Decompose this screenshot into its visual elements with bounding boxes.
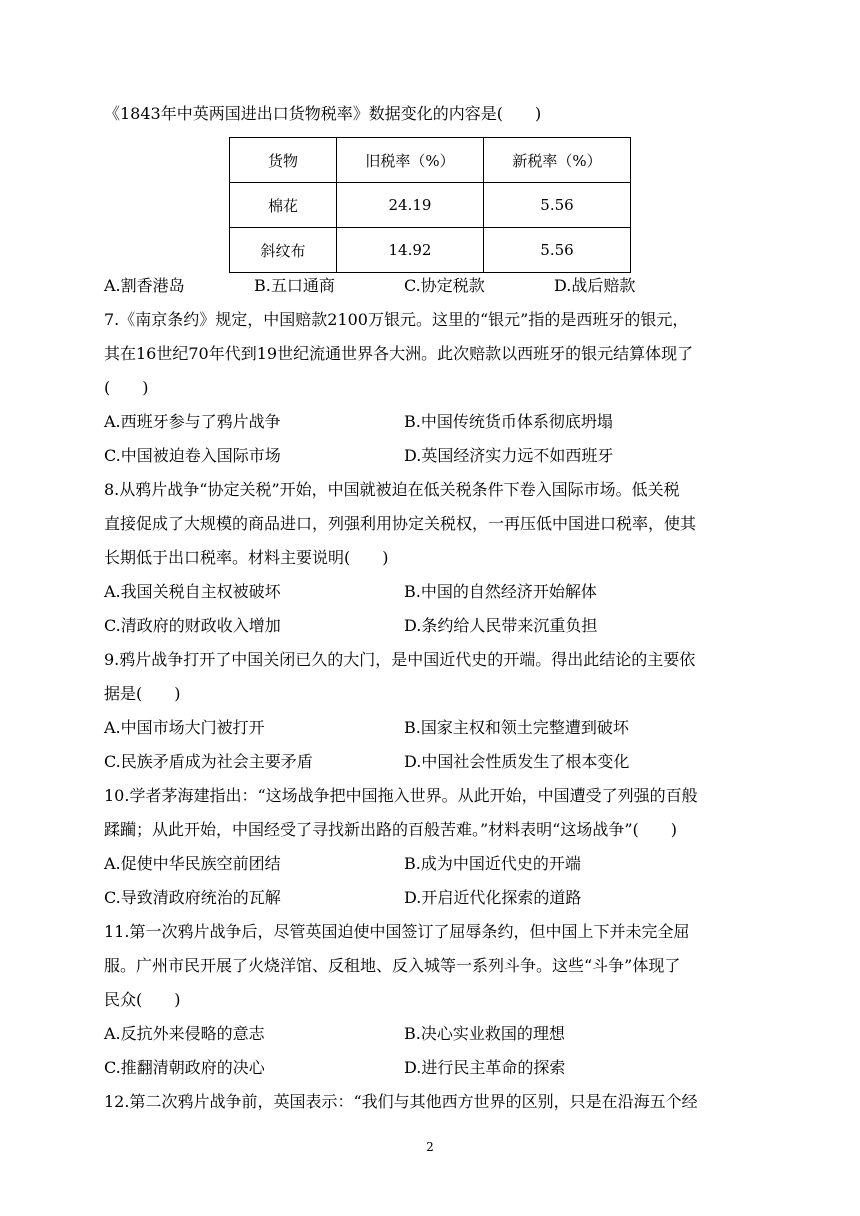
- table-cell: 5.56: [484, 228, 631, 273]
- q7-option-c: C.中国被迫卷入国际市场: [104, 446, 281, 465]
- q11-stem-line: 11.第一次鸦片战争后，尽管英国迫使中国签订了屈辱条约，但中国上下并未完全屈: [104, 922, 690, 941]
- q8-option-b: B.中国的自然经济开始解体: [404, 582, 597, 601]
- table-cell: 14.92: [337, 228, 484, 273]
- q9-option-c: C.民族矛盾成为社会主要矛盾: [104, 752, 313, 771]
- q8-stem-line: 长期低于出口税率。材料主要说明( ): [104, 548, 389, 567]
- q8-option-a: A.我国关税自主权被破坏: [104, 582, 281, 601]
- q6-option-c: C.协定税款: [404, 276, 485, 295]
- table-row: [230, 183, 631, 228]
- q11-option-b: B.决心实业救国的理想: [404, 1024, 565, 1043]
- table-header-goods: 货物: [230, 138, 337, 183]
- table-cell: 24.19: [337, 183, 484, 228]
- q10-option-a: A.促使中华民族空前团结: [104, 854, 281, 873]
- q9-option-d: D.中国社会性质发生了根本变化: [404, 752, 630, 771]
- q8-option-c: C.清政府的财政收入增加: [104, 616, 281, 635]
- q8-stem-line: 直接促成了大规模的商品进口，列强利用协定关税权，一再压低中国进口税率，使其: [104, 514, 697, 533]
- q7-option-a: A.西班牙参与了鸦片战争: [104, 412, 281, 431]
- table-cell: 斜纹布: [230, 228, 337, 273]
- q6-stem: 《1843年中英两国进出口货物税率》数据变化的内容是( ): [104, 104, 542, 123]
- table-cell: 棉花: [230, 183, 337, 228]
- q9-option-b: B.国家主权和领土完整遭到破坏: [404, 718, 629, 737]
- table-row: [230, 228, 631, 273]
- q10-option-c: C.导致清政府统治的瓦解: [104, 888, 281, 907]
- q11-option-a: A.反抗外来侵略的意志: [104, 1024, 265, 1043]
- q11-option-c: C.推翻清朝政府的决心: [104, 1058, 265, 1077]
- page-number: 2: [426, 1140, 434, 1154]
- q12-stem-line: 12.第二次鸦片战争前，英国表示：“我们与其他西方世界的区别，只是在沿海五个经: [104, 1092, 698, 1111]
- q10-option-b: B.成为中国近代史的开端: [404, 854, 581, 873]
- q10-option-d: D.开启近代化探索的道路: [404, 888, 582, 907]
- q8-stem-line: 8.从鸦片战争“协定关税”开始，中国就被迫在低关税条件下卷入国际市场。低关税: [104, 480, 680, 499]
- q11-option-d: D.进行民主革命的探索: [404, 1058, 566, 1077]
- q10-stem-line: 蹂躏；从此开始，中国经受了寻找新出路的百般苦难。”材料表明“这场战争”( ): [104, 820, 678, 839]
- q6-option-b: B.五口通商: [254, 276, 335, 295]
- table-header-old-rate: 旧税率（%）: [337, 138, 484, 183]
- q11-stem-line: 民众( ): [104, 990, 181, 1009]
- q11-stem-line: 服。广州市民开展了火烧洋馆、反租地、反入城等一系列斗争。这些“斗争”体现了: [104, 956, 681, 975]
- q6-option-a: A.割香港岛: [104, 276, 185, 295]
- q9-option-a: A.中国市场大门被打开: [104, 718, 265, 737]
- tariff-table: [229, 137, 631, 273]
- q7-stem-line: 7.《南京条约》规定，中国赔款2100万银元。这里的“银元”指的是西班牙的银元，: [104, 310, 689, 329]
- table-header-row: [230, 138, 631, 183]
- q9-stem-line: 9.鸦片战争打开了中国关闭已久的大门，是中国近代史的开端。得出此结论的主要依: [104, 650, 696, 669]
- q7-option-b: B.中国传统货币体系彻底坍塌: [404, 412, 613, 431]
- table-header-new-rate: 新税率（%）: [484, 138, 631, 183]
- q6-option-d: D.战后赔款: [554, 276, 636, 295]
- q10-stem-line: 10.学者茅海建指出：“这场战争把中国拖入世界。从此开始，中国遭受了列强的百般: [104, 786, 698, 805]
- q7-stem-line: 其在16世纪70年代到19世纪流通世界各大洲。此次赔款以西班牙的银元结算体现了: [104, 344, 694, 363]
- q8-option-d: D.条约给人民带来沉重负担: [404, 616, 598, 635]
- q9-stem-line: 据是( ): [104, 684, 181, 703]
- q7-option-d: D.英国经济实力远不如西班牙: [404, 446, 614, 465]
- q7-stem-line: ( ): [104, 378, 149, 397]
- table-cell: 5.56: [484, 183, 631, 228]
